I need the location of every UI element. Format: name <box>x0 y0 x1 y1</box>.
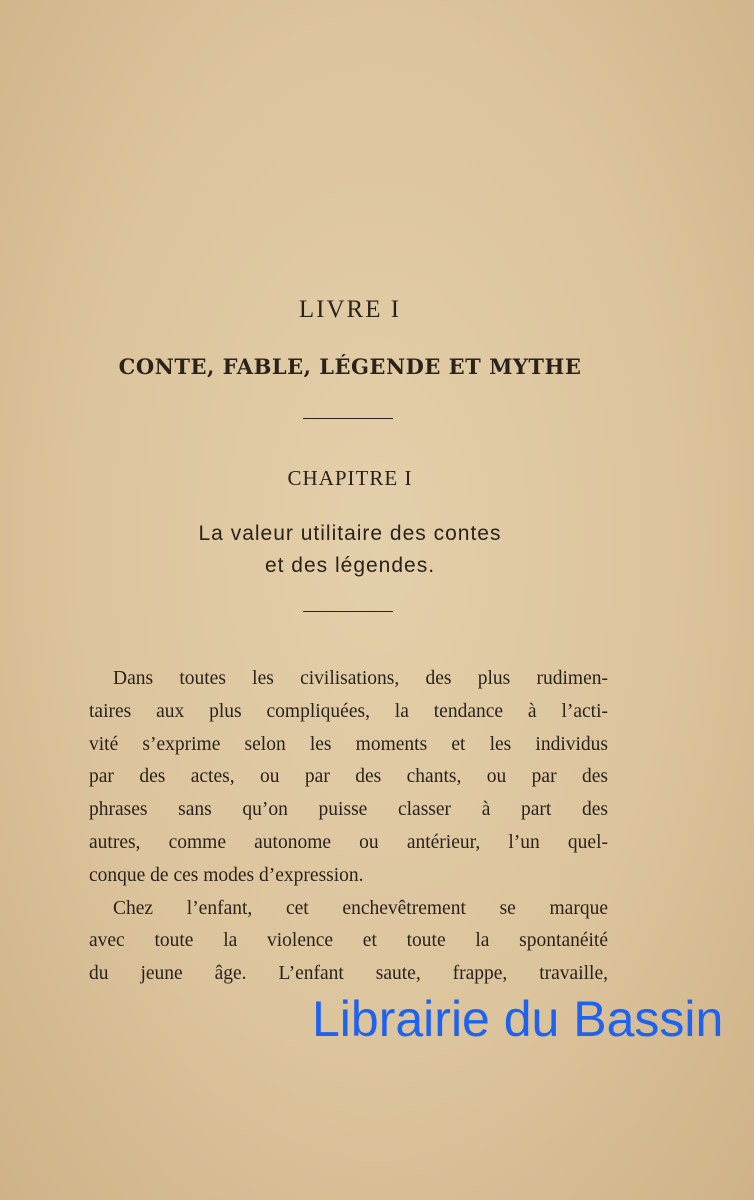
chapter-heading: CHAPITRE I <box>287 466 413 490</box>
text-line: taires aux plus compliquées, la tendance à l’acti- <box>89 700 608 722</box>
text-line: Dans toutes les civilisations, des plus rudimen- <box>113 668 608 689</box>
text-line: par des actes, ou par des chants, ou par des <box>89 766 608 788</box>
chapter-title <box>0 518 700 582</box>
body-text <box>89 663 608 991</box>
text-line: phrases sans qu’on puisse classer à part des <box>89 799 608 821</box>
text-line: autres, comme autonome ou antérieur, l’un quel- <box>89 831 608 853</box>
book-heading: LIVRE I <box>298 296 402 323</box>
text-line: Chez l’enfant, cet enchevêtrement se marque <box>113 897 608 919</box>
divider-rule <box>303 611 393 612</box>
divider-rule <box>303 418 393 419</box>
chapter-title-line: La valeur utilitaire des contes <box>198 522 502 545</box>
text-line: vité s’exprime selon les moments et les individus <box>89 733 608 755</box>
text-line: conque de ces modes d’expression. <box>89 864 364 886</box>
text-line: avec toute la violence et toute la spontanéité <box>89 930 608 952</box>
chapter-title-line: et des légendes. <box>264 554 436 577</box>
text-line: du jeune âge. L’enfant saute, frappe, travaille, <box>89 963 608 985</box>
book-title: CONTE, FABLE, LÉGENDE ET MYTHE <box>118 354 582 379</box>
watermark-text: Librairie du Bassin <box>312 991 724 1047</box>
